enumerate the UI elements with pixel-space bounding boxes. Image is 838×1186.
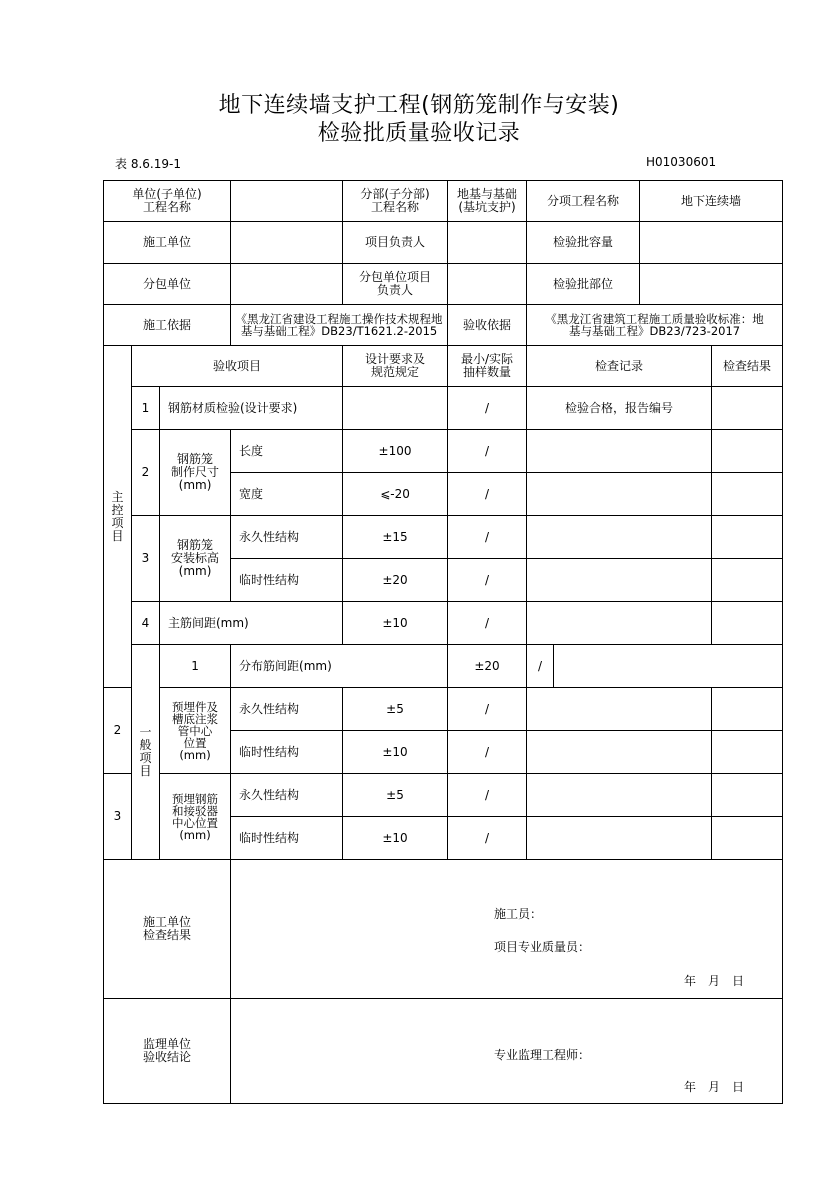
main-3a-sample[interactable]: /: [448, 516, 527, 559]
general-3a-result[interactable]: [712, 774, 783, 817]
main-2b-sample[interactable]: /: [448, 473, 527, 516]
contractor-check-area[interactable]: [231, 860, 783, 999]
main-3-no: 3: [132, 516, 160, 602]
project-manager-label: 项目负责人: [343, 222, 448, 264]
main-1-result[interactable]: [712, 387, 783, 430]
general-2a-result[interactable]: [712, 688, 783, 731]
main-2-no: 2: [132, 430, 160, 516]
general-2a-design: ±5: [343, 688, 448, 731]
main-control-section: [104, 346, 132, 688]
main-3b-sample[interactable]: /: [448, 559, 527, 602]
subcontractor-label: 分包单位: [104, 264, 231, 305]
form-title-line1: 地下连续墙支护工程(钢筋笼制作与安装): [218, 93, 620, 118]
general-3b-design: ±10: [343, 817, 448, 860]
main-1-record[interactable]: 检验合格，报告编号: [527, 387, 712, 430]
general-1-record[interactable]: [554, 645, 783, 688]
general-3a-record[interactable]: [527, 774, 712, 817]
general-2b-sample[interactable]: /: [448, 731, 527, 774]
main-3a-design: ±15: [343, 516, 448, 559]
subcontractor-pm-value[interactable]: [448, 264, 527, 305]
main-2a-design: ±100: [343, 430, 448, 473]
main-control-label: 主控项目: [111, 489, 124, 543]
main-3-group: 钢筋笼 安装标高 (mm): [160, 516, 231, 602]
main-4-sample[interactable]: /: [448, 602, 527, 645]
supervising-engineer-label: 专业监理工程师：: [494, 1048, 591, 1062]
general-1-sample[interactable]: /: [527, 645, 554, 688]
general-1-design: ±20: [448, 645, 527, 688]
batch-location-label: 检验批部位: [527, 264, 640, 305]
main-2b-design: ⩽-20: [343, 473, 448, 516]
general-2-group: 预埋件及 槽底注浆 管中心 位置 (mm): [160, 688, 231, 774]
main-1-design: [343, 387, 448, 430]
main-1-no: 1: [132, 387, 160, 430]
unit-name-value[interactable]: [231, 181, 343, 222]
general-1-name: 分布筋间距(mm): [231, 645, 448, 688]
general-3b-record[interactable]: [527, 817, 712, 860]
general-3b-sample[interactable]: /: [448, 817, 527, 860]
contractor-label: 施工单位: [104, 222, 231, 264]
form-number: 表 8.6.19-1: [115, 157, 181, 171]
batch-capacity-label: 检验批容量: [527, 222, 640, 264]
subitem-name-value[interactable]: 地下连续墙: [640, 181, 783, 222]
inspection-form-table: [103, 180, 783, 1104]
main-3b-record[interactable]: [527, 559, 712, 602]
division-name-label: 分部(子分部) 工程名称: [343, 181, 448, 222]
quality-inspector-label: 项目专业质量员：: [494, 940, 591, 954]
form-code: H01030601: [646, 155, 717, 169]
main-3b-name: 临时性结构: [231, 559, 343, 602]
supervisor-date: 年 月 日: [684, 1080, 745, 1094]
general-1-no: 1: [160, 645, 231, 688]
general-3b-name: 临时性结构: [231, 817, 343, 860]
main-3b-design: ±20: [343, 559, 448, 602]
main-2a-result[interactable]: [712, 430, 783, 473]
general-2a-record[interactable]: [527, 688, 712, 731]
main-2b-record[interactable]: [527, 473, 712, 516]
main-3b-result[interactable]: [712, 559, 783, 602]
main-2a-sample[interactable]: /: [448, 430, 527, 473]
contractor-date: 年 月 日: [684, 974, 745, 988]
general-section: [132, 645, 160, 860]
col-sample-header: 最小/实际 抽样数量: [448, 346, 527, 387]
main-4-design: ±10: [343, 602, 448, 645]
general-3a-design: ±5: [343, 774, 448, 817]
supervisor-check-label: 监理单位 验收结论: [104, 999, 231, 1104]
general-2b-record[interactable]: [527, 731, 712, 774]
main-2b-name: 宽度: [231, 473, 343, 516]
main-1-name: 钢筋材质检验(设计要求): [160, 387, 343, 430]
general-3a-sample[interactable]: /: [448, 774, 527, 817]
acceptance-basis-value[interactable]: 《黑龙江省建筑工程施工质量验收标准：地 基与基础工程》DB23/723-2017: [527, 305, 783, 346]
main-4-no: 4: [132, 602, 160, 645]
unit-name-label: 单位(子单位) 工程名称: [104, 181, 231, 222]
subcontractor-value[interactable]: [231, 264, 343, 305]
general-2-no: 2: [104, 688, 132, 774]
main-1-sample[interactable]: /: [448, 387, 527, 430]
general-3b-result[interactable]: [712, 817, 783, 860]
contractor-check-label: 施工单位 检查结果: [104, 860, 231, 999]
general-2b-result[interactable]: [712, 731, 783, 774]
col-record-header: 检查记录: [527, 346, 712, 387]
general-2b-name: 临时性结构: [231, 731, 343, 774]
supervisor-check-area[interactable]: [231, 999, 783, 1104]
col-item-header: 验收项目: [132, 346, 343, 387]
construction-basis-value[interactable]: 《黑龙江省建设工程施工操作技术规程地 基与基础工程》DB23/T1621.2-2015: [231, 305, 448, 346]
general-3-no: 3: [104, 774, 132, 860]
batch-capacity-value[interactable]: [640, 222, 783, 264]
construction-worker-label: 施工员：: [494, 907, 543, 921]
acceptance-basis-label: 验收依据: [448, 305, 527, 346]
col-result-header: 检查结果: [712, 346, 783, 387]
general-2a-sample[interactable]: /: [448, 688, 527, 731]
general-label: 一般项目: [139, 725, 152, 778]
main-2a-record[interactable]: [527, 430, 712, 473]
general-3-group: 预埋钢筋 和接驳器 中心位置 (mm): [160, 774, 231, 860]
batch-location-value[interactable]: [640, 264, 783, 305]
general-3a-name: 永久性结构: [231, 774, 343, 817]
project-manager-value[interactable]: [448, 222, 527, 264]
main-4-result[interactable]: [712, 602, 783, 645]
main-4-record[interactable]: [527, 602, 712, 645]
main-2-group: 钢筋笼 制作尺寸 (mm): [160, 430, 231, 516]
col-design-header: 设计要求及 规范规定: [343, 346, 448, 387]
main-3a-name: 永久性结构: [231, 516, 343, 559]
main-2b-result[interactable]: [712, 473, 783, 516]
subcontractor-pm-label: 分包单位项目 负责人: [343, 264, 448, 305]
form-title-line2: 检验批质量验收记录: [317, 121, 521, 146]
main-4-name: 主筋间距(mm): [160, 602, 343, 645]
subitem-name-label: 分项工程名称: [527, 181, 640, 222]
main-3a-record[interactable]: [527, 516, 712, 559]
main-3a-result[interactable]: [712, 516, 783, 559]
general-2b-design: ±10: [343, 731, 448, 774]
general-2a-name: 永久性结构: [231, 688, 343, 731]
division-name-value[interactable]: 地基与基础 (基坑支护): [448, 181, 527, 222]
construction-basis-label: 施工依据: [104, 305, 231, 346]
contractor-value[interactable]: [231, 222, 343, 264]
main-2a-name: 长度: [231, 430, 343, 473]
